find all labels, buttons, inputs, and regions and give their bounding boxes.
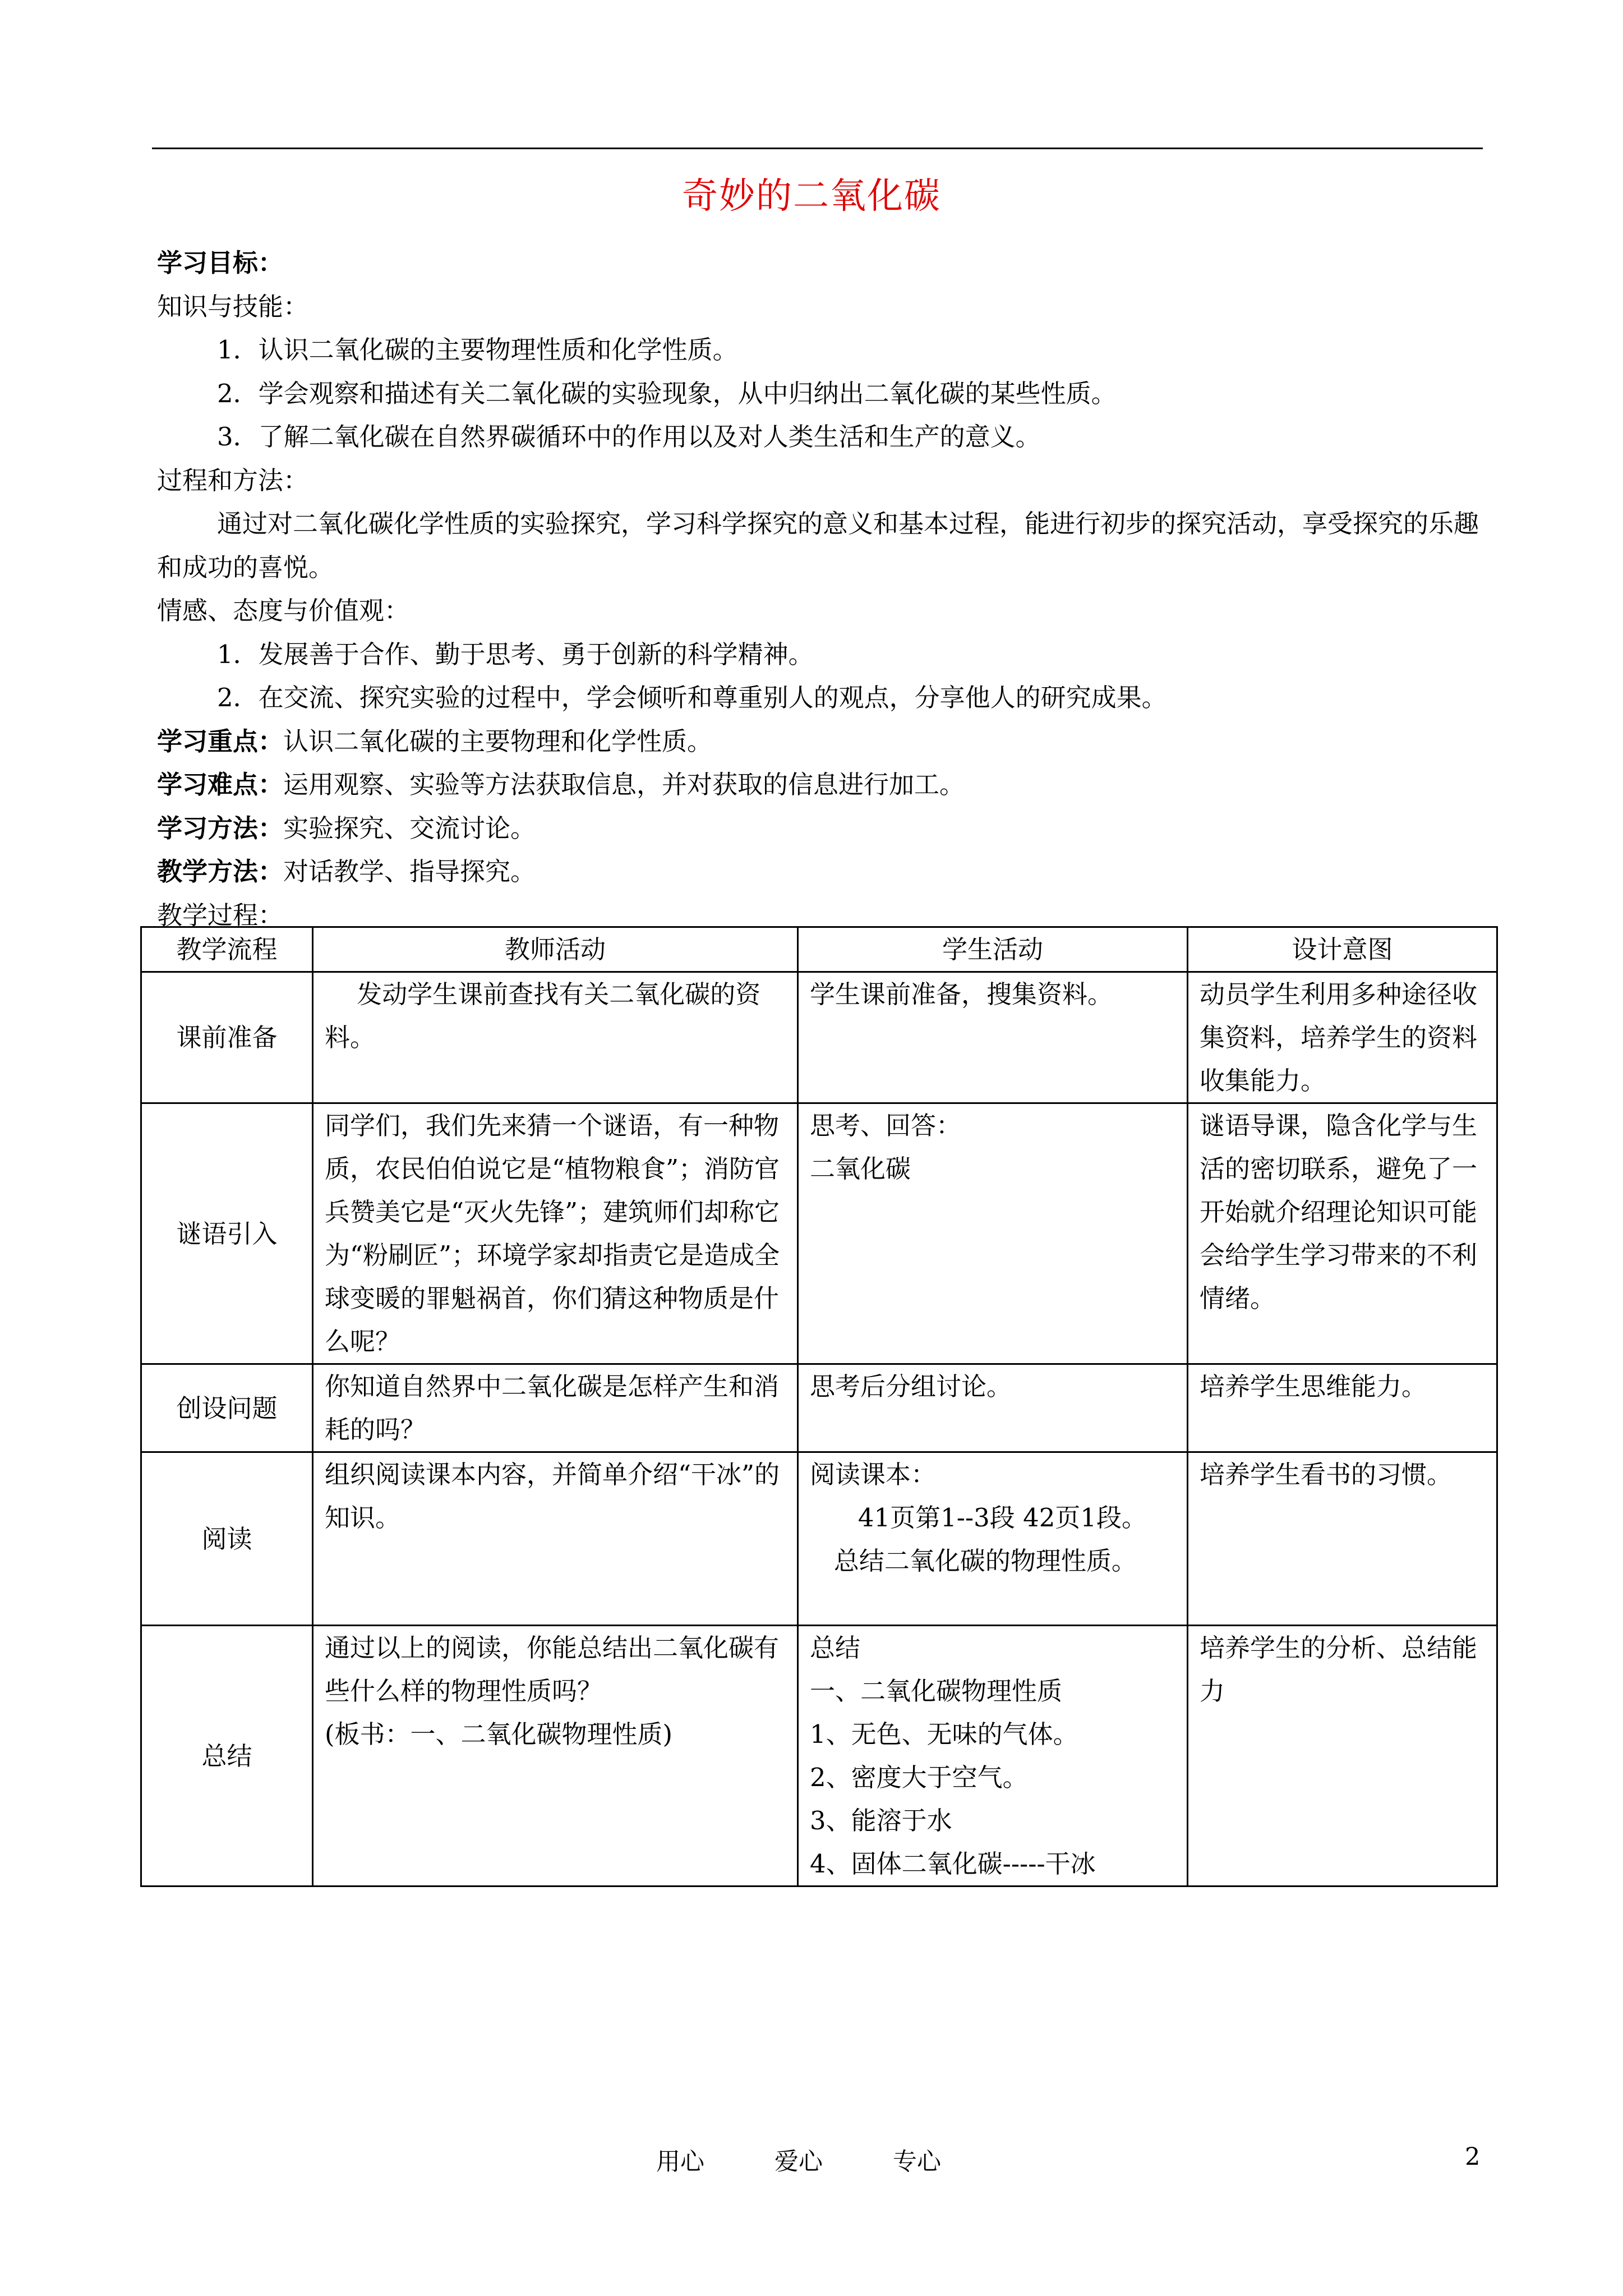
header-rule [152,148,1483,149]
teacher-activity-text: 同学们，我们先来猜一个谜语，有一种物质，农民伯伯说它是“植物粮食”；消防官兵赞美它是“灭火先锋”；建筑师们却称它为“粉刷匠”；环境学家却指责它是造成全球变暖的罪魁祸首，你们猜这种物质是什么呢？ [325,1111,780,1356]
student-activity-text: 学生课前准备，搜集资料。 [810,979,1113,1009]
stage-cell: 创设问题 [141,1364,313,1452]
table-row [141,1452,1497,1626]
column-header-student: 学生活动 [798,927,1188,972]
student-activity-cell [798,1452,1188,1626]
teacher-activity-cell [313,1103,798,1364]
stage-cell: 阅读 [141,1452,313,1626]
teacher-activity-text: 通过以上的阅读，你能总结出二氧化碳有些什么样的物理性质吗？ (板书：一、二氧化碳物理性质) [325,1633,780,1749]
design-intent-cell [1188,972,1497,1103]
design-intent-text: 培养学生思维能力。 [1200,1372,1427,1401]
teacher-activity-cell [313,972,798,1103]
key-points-label: 学习重点： [157,726,284,756]
study-method-text: 实验探究、交流讨论。 [283,813,536,843]
key-points-line [157,720,1486,763]
design-intent-cell [1188,1452,1497,1626]
difficulty-line [157,763,1486,807]
student-activity-text: 思考后分组讨论。 [810,1372,1012,1401]
student-activity-cell [798,1364,1188,1452]
teacher-activity-cell [313,1364,798,1452]
teacher-activity-text: 发动学生课前查找有关二氧化碳的资料。 [325,979,761,1052]
table-row [141,1364,1497,1452]
student-activity-text: 总结 一、二氧化碳物理性质 1、无色、无味的气体。 2、密度大于空气。 3、能溶于水 4、固体二氧化碳-----干冰 [810,1633,1096,1879]
study-method-line [157,807,1486,850]
knowledge-item: 1．认识二氧化碳的主要物理性质和化学性质。 [217,335,738,365]
design-intent-cell [1188,1626,1497,1887]
footer-motto [656,2143,1011,2177]
teacher-activity-cell [313,1626,798,1887]
stage-cell: 谜语引入 [141,1103,313,1364]
design-intent-text: 谜语导课，隐含化学与生活的密切联系，避免了一开始就介绍理论知识可能会给学生学习带来的不利情绪。 [1200,1111,1478,1313]
footer-motto-word: 爱心 [774,2148,823,2176]
student-activity-cell [798,972,1188,1103]
footer-motto-word: 用心 [656,2148,704,2176]
student-activity-cell [798,1626,1188,1887]
design-intent-cell [1188,1103,1497,1364]
objectives-heading: 学习目标： [157,248,284,278]
column-header-teacher: 教师活动 [313,927,798,972]
process-heading: 过程和方法： [157,465,309,495]
design-intent-text: 培养学生看书的习惯。 [1200,1460,1453,1489]
teaching-method-line [157,850,1486,894]
teacher-activity-text: 组织阅读课本内容，并简单介绍“干冰”的知识。 [325,1460,780,1533]
attitude-item: 1．发展善于合作、勤于思考、勇于创新的科学精神。 [217,639,814,669]
attitude-item: 2．在交流、探究实验的过程中，学会倾听和尊重别人的观点，分享他人的研究成果。 [217,683,1167,712]
attitude-heading: 情感、态度与价值观： [157,596,410,625]
process-label: 教学过程： [157,900,284,930]
table-row [141,1626,1497,1887]
process-text: 通过对二氧化碳化学性质的实验探究，学习科学探究的意义和基本过程，能进行初步的探究活动，享受探究的乐趣和成功的喜悦。 [157,509,1479,582]
design-intent-text: 培养学生的分析、总结能力 [1200,1633,1478,1706]
student-activity-text: 阅读课本： 41页第1--3段 42页1段。 总结二氧化碳的物理性质。 [810,1460,1147,1576]
difficulty-text: 运用观察、实验等方法获取信息，并对获取的信息进行加工。 [283,770,965,799]
stage-cell: 课前准备 [141,972,313,1103]
footer-motto-word: 专心 [893,2148,941,2176]
teaching-method-text: 对话教学、指导探究。 [283,857,536,886]
teacher-activity-cell [313,1452,798,1626]
teaching-process-table [140,926,1498,1887]
stage-cell: 总结 [141,1626,313,1887]
student-activity-cell [798,1103,1188,1364]
table-row [141,972,1497,1103]
knowledge-item: 3．了解二氧化碳在自然界碳循环中的作用以及对人类生活和生产的意义。 [217,422,1041,452]
table-row [141,1103,1497,1364]
design-intent-text: 动员学生利用多种途径收集资料，培养学生的资料收集能力。 [1200,979,1478,1096]
column-header-intent: 设计意图 [1188,927,1497,972]
study-method-label: 学习方法： [157,813,284,843]
design-intent-cell [1188,1364,1497,1452]
teacher-activity-text: 你知道自然界中二氧化碳是怎样产生和消耗的吗？ [325,1372,780,1444]
page-number: 2 [1465,2143,1481,2171]
document-body [157,241,1486,937]
teaching-method-label: 教学方法： [157,857,284,886]
table-header-row [141,927,1497,972]
key-points-text: 认识二氧化碳的主要物理和化学性质。 [283,726,713,756]
document-title: 奇妙的二氧化碳 [682,176,941,217]
difficulty-label: 学习难点： [157,770,284,799]
student-activity-text: 思考、回答： 二氧化碳 [810,1111,962,1184]
knowledge-item: 2．学会观察和描述有关二氧化碳的实验现象，从中归纳出二氧化碳的某些性质。 [217,378,1117,408]
knowledge-heading: 知识与技能： [157,291,309,321]
column-header-stage: 教学流程 [141,927,313,972]
